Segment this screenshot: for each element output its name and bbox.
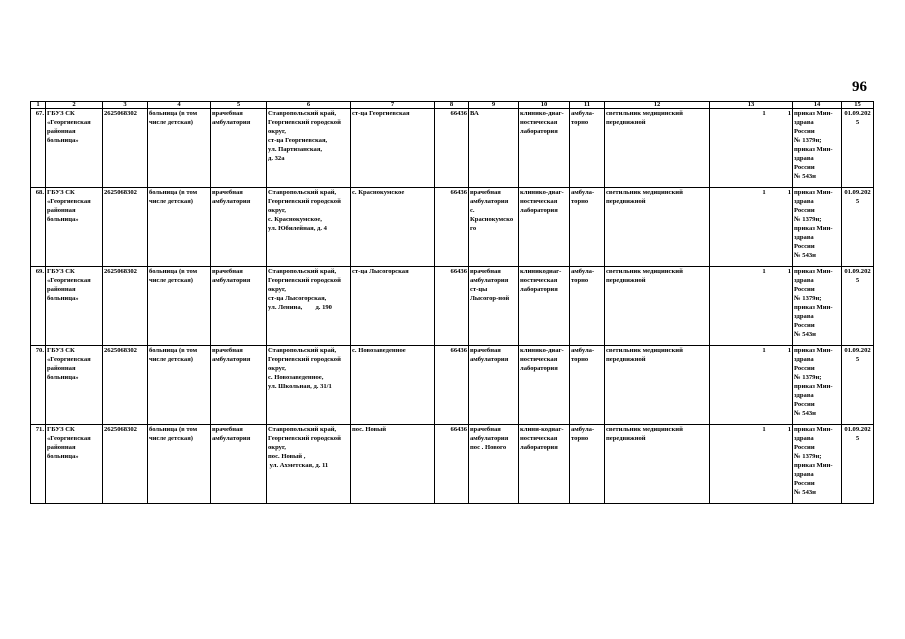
column-number-row [31, 102, 874, 109]
care-form-cell [570, 346, 605, 425]
basis-line: России [794, 286, 815, 293]
table-row [31, 425, 874, 504]
department-line: врачебная [470, 189, 501, 196]
code-cell: 66436 [435, 425, 469, 504]
column-number-6: 6 [267, 102, 351, 109]
laboratory-line: лаборатория [520, 207, 558, 214]
laboratory-line: лаборатория [520, 444, 558, 451]
column-number-11: 11 [570, 102, 605, 109]
basis-cell [793, 346, 842, 425]
date-cell: 01.09.2025 [842, 109, 874, 188]
equipment-line: передвижной [606, 119, 646, 126]
unit-line: амбулатория [212, 277, 251, 284]
basis-line: № 1379н; [794, 295, 822, 302]
department-cell [469, 267, 519, 346]
unit-cell [211, 267, 267, 346]
column-number-8: 8 [435, 102, 469, 109]
organization-line: ГБУЗ СК [47, 347, 75, 354]
department-line: амбулатория [470, 277, 509, 284]
department-line: Лысогор-ной [470, 295, 510, 302]
quantity-cell [710, 346, 793, 425]
laboratory-line: лаборатория [520, 365, 558, 372]
basis-cell [793, 109, 842, 188]
basis-line: № 1379н; [794, 453, 822, 460]
organization-line: больница» [47, 453, 79, 460]
basis-line: приказ Мин- [794, 426, 833, 433]
laboratory-line: клинико-диаг- [520, 189, 564, 196]
inn-cell: 2625068302 [103, 425, 148, 504]
address-line: ул. Ленина, д. 190 [268, 304, 332, 311]
address-line: пос. Новый , [268, 453, 306, 460]
code-cell: 66436 [435, 267, 469, 346]
unit-line: амбулатория [212, 119, 251, 126]
basis-line: России [794, 243, 815, 250]
care-form-line: амбула- [571, 189, 595, 196]
row-number-cell: 68. [31, 188, 46, 267]
quantity-value: 1 [762, 189, 766, 196]
unit-line: врачебная [212, 268, 243, 275]
basis-line: приказ Мин- [794, 146, 833, 153]
organization-cell [46, 346, 103, 425]
table-row [31, 267, 874, 346]
basis-line: приказ Мин- [794, 189, 833, 196]
department-line: врачебная [470, 426, 501, 433]
equipment-cell [605, 188, 710, 267]
quantity-value: 1 [762, 347, 766, 354]
department-cell [469, 425, 519, 504]
equipment-line: светильник медицинский [606, 268, 683, 275]
care-form-cell [570, 109, 605, 188]
laboratory-line: лаборатория [520, 286, 558, 293]
organization-line: ГБУЗ СК [47, 268, 75, 275]
care-form-cell [570, 425, 605, 504]
laboratory-line: клини-кодиаг- [520, 426, 564, 433]
quantity-cell [710, 267, 793, 346]
basis-line: России [794, 444, 815, 451]
locality-cell: с. Краснокумское [351, 188, 435, 267]
care-form-line: торно [571, 119, 589, 126]
care-form-cell [570, 267, 605, 346]
basis-line: приказ Мин- [794, 304, 833, 311]
column-number-5: 5 [211, 102, 267, 109]
address-line: округ, [268, 128, 286, 135]
institution-type-cell [148, 267, 211, 346]
basis-cell [793, 425, 842, 504]
unit-cell [211, 425, 267, 504]
equipment-cell [605, 267, 710, 346]
table-body [31, 102, 874, 504]
equipment-line: светильник медицинский [606, 426, 683, 433]
laboratory-line: ностическая [520, 435, 558, 442]
address-cell [267, 109, 351, 188]
address-line: д. 32а [268, 155, 285, 162]
laboratory-line: лаборатория [520, 128, 558, 135]
address-line: Георгиевский городской [268, 198, 341, 205]
equipment-line: светильник медицинский [606, 189, 683, 196]
equipment-cell [605, 346, 710, 425]
column-number-14: 14 [793, 102, 842, 109]
column-number-13: 13 [710, 102, 793, 109]
unit-line: амбулатория [212, 356, 251, 363]
address-line: округ, [268, 444, 286, 451]
date-cell: 01.09.2025 [842, 188, 874, 267]
unit-line: амбулатория [212, 198, 251, 205]
code-cell: 66436 [435, 188, 469, 267]
laboratory-line: ностическая [520, 198, 558, 205]
care-form-line: торно [571, 198, 589, 205]
basis-line: приказ Мин- [794, 462, 833, 469]
institution-type-line: больница (в том [149, 110, 198, 117]
address-line: ул. Юбилейная, д. 4 [268, 225, 327, 232]
date-cell: 01.09.2025 [842, 346, 874, 425]
basis-line: здрава [794, 277, 814, 284]
inn-cell: 2625068302 [103, 188, 148, 267]
organization-line: больница» [47, 374, 79, 381]
unit-cell [211, 346, 267, 425]
basis-line: приказ Мин- [794, 110, 833, 117]
department-line: го [470, 225, 477, 232]
department-cell [469, 109, 519, 188]
laboratory-line: ностическая [520, 356, 558, 363]
organization-line: «Георгиевская [47, 356, 91, 363]
address-line: округ, [268, 365, 286, 372]
basis-line: № 543н [794, 331, 816, 338]
laboratory-cell [519, 346, 570, 425]
care-form-line: торно [571, 356, 589, 363]
institution-type-line: числе детская) [149, 277, 193, 284]
table-row [31, 109, 874, 188]
quantity-value: 1 [762, 426, 766, 433]
basis-line: приказ Мин- [794, 347, 833, 354]
institution-type-cell [148, 109, 211, 188]
basis-line: здрава [794, 234, 814, 241]
table-row [31, 188, 874, 267]
organization-line: «Георгиевская [47, 435, 91, 442]
address-line: Георгиевский городской [268, 435, 341, 442]
basis-line: здрава [794, 313, 814, 320]
unit-line: врачебная [212, 110, 243, 117]
department-line: Краснокумско [470, 216, 514, 223]
unit-line: врачебная [212, 347, 243, 354]
basis-line: № 543н [794, 489, 816, 496]
quantity-value: 1 [787, 268, 791, 275]
organization-cell [46, 109, 103, 188]
date-cell: 01.09.2025 [842, 267, 874, 346]
organization-line: ГБУЗ СК [47, 426, 75, 433]
care-form-cell [570, 188, 605, 267]
organization-cell [46, 425, 103, 504]
institution-type-cell [148, 425, 211, 504]
basis-cell [793, 188, 842, 267]
address-line: Георгиевский городской [268, 277, 341, 284]
address-line: ул. Партизанская, [268, 146, 323, 153]
department-line: ВА [470, 110, 479, 117]
basis-line: приказ Мин- [794, 383, 833, 390]
laboratory-line: клинико-диаг- [520, 347, 564, 354]
locality-cell: ст-ца Георгиевская [351, 109, 435, 188]
organization-line: районная [47, 286, 76, 293]
institution-type-line: числе детская) [149, 435, 193, 442]
basis-line: здрава [794, 119, 814, 126]
department-line: врачебная [470, 268, 501, 275]
code-cell: 66436 [435, 346, 469, 425]
address-line: округ, [268, 286, 286, 293]
laboratory-line: клиникодиаг- [520, 268, 562, 275]
care-form-line: торно [571, 435, 589, 442]
address-line: округ, [268, 207, 286, 214]
basis-line: № 1379н; [794, 137, 822, 144]
quantity-cell [710, 188, 793, 267]
basis-line: № 543н [794, 410, 816, 417]
equipment-line: передвижной [606, 277, 646, 284]
quantity-cell [710, 425, 793, 504]
organization-line: больница» [47, 216, 79, 223]
address-cell [267, 425, 351, 504]
unit-cell [211, 109, 267, 188]
care-form-line: амбула- [571, 268, 595, 275]
department-line: пос . Нового [470, 444, 507, 451]
basis-line: № 543н [794, 252, 816, 259]
basis-line: России [794, 480, 815, 487]
address-line: Ставропольский край, [268, 110, 337, 117]
department-cell [469, 346, 519, 425]
address-line: Ставропольский край, [268, 189, 337, 196]
department-cell [469, 188, 519, 267]
institution-type-line: числе детская) [149, 356, 193, 363]
row-number-cell: 70. [31, 346, 46, 425]
institution-type-line: больница (в том [149, 268, 198, 275]
column-number-15: 15 [842, 102, 874, 109]
column-number-1: 1 [31, 102, 46, 109]
basis-line: № 1379н; [794, 374, 822, 381]
institution-type-cell [148, 188, 211, 267]
laboratory-cell [519, 267, 570, 346]
basis-line: здрава [794, 435, 814, 442]
equipment-line: светильник медицинский [606, 110, 683, 117]
care-form-line: амбула- [571, 110, 595, 117]
column-number-10: 10 [519, 102, 570, 109]
quantity-value: 1 [787, 110, 791, 117]
organization-line: районная [47, 444, 76, 451]
department-line: с. [470, 207, 475, 214]
address-line: Ставропольский край, [268, 347, 337, 354]
laboratory-cell [519, 425, 570, 504]
department-line: амбулатория [470, 435, 509, 442]
address-line: Георгиевский городской [268, 119, 341, 126]
laboratory-cell [519, 188, 570, 267]
column-number-7: 7 [351, 102, 435, 109]
address-cell [267, 188, 351, 267]
inn-cell: 2625068302 [103, 346, 148, 425]
laboratory-line: клинико-диаг- [520, 110, 564, 117]
department-line: амбулатория [470, 356, 509, 363]
equipment-line: светильник медицинский [606, 347, 683, 354]
address-line: ул. Школьная, д. 31/1 [268, 383, 332, 390]
address-line: с. Новозаведенное, [268, 374, 324, 381]
department-line: ст-цы [470, 286, 488, 293]
page-number: 96 [852, 79, 867, 95]
unit-line: врачебная [212, 189, 243, 196]
organization-line: ГБУЗ СК [47, 110, 75, 117]
basis-line: России [794, 365, 815, 372]
institution-type-line: больница (в том [149, 426, 198, 433]
department-line: амбулатория [470, 198, 509, 205]
basis-line: России [794, 401, 815, 408]
column-number-4: 4 [148, 102, 211, 109]
quantity-value: 1 [762, 110, 766, 117]
institution-type-cell [148, 346, 211, 425]
quantity-cell [710, 109, 793, 188]
basis-line: здрава [794, 392, 814, 399]
basis-line: приказ Мин- [794, 225, 833, 232]
organization-line: «Георгиевская [47, 198, 91, 205]
address-line: с. Краснокумское, [268, 216, 322, 223]
basis-line: России [794, 322, 815, 329]
address-line: Георгиевский городской [268, 356, 341, 363]
quantity-value: 1 [787, 347, 791, 354]
equipment-line: передвижной [606, 435, 646, 442]
column-number-12: 12 [605, 102, 710, 109]
column-number-9: 9 [469, 102, 519, 109]
inn-cell: 2625068302 [103, 267, 148, 346]
locality-cell: ст-ца Лысогорская [351, 267, 435, 346]
equipment-line: передвижной [606, 198, 646, 205]
organization-line: районная [47, 128, 76, 135]
organization-line: ГБУЗ СК [47, 189, 75, 196]
unit-line: врачебная [212, 426, 243, 433]
organization-line: районная [47, 207, 76, 214]
address-line: ст-ца Лысогорская, [268, 295, 327, 302]
equipment-line: передвижной [606, 356, 646, 363]
laboratory-line: ностическая [520, 119, 558, 126]
care-form-line: амбула- [571, 426, 595, 433]
basis-line: здрава [794, 198, 814, 205]
care-form-line: амбула- [571, 347, 595, 354]
institution-type-line: больница (в том [149, 347, 198, 354]
basis-line: здрава [794, 471, 814, 478]
basis-cell [793, 267, 842, 346]
basis-line: здрава [794, 155, 814, 162]
basis-line: России [794, 164, 815, 171]
organization-line: больница» [47, 137, 79, 144]
basis-line: России [794, 207, 815, 214]
equipment-cell [605, 425, 710, 504]
institution-type-line: числе детская) [149, 198, 193, 205]
row-number-cell: 67. [31, 109, 46, 188]
address-line: ул. Ахметская, д. 11 [268, 462, 329, 469]
institution-type-line: числе детская) [149, 119, 193, 126]
organization-line: «Георгиевская [47, 277, 91, 284]
quantity-value: 1 [787, 189, 791, 196]
quantity-value: 1 [787, 426, 791, 433]
column-number-3: 3 [103, 102, 148, 109]
unit-line: амбулатория [212, 435, 251, 442]
basis-line: № 1379н; [794, 216, 822, 223]
laboratory-line: ностическая [520, 277, 558, 284]
date-cell: 01.09.2025 [842, 425, 874, 504]
basis-line: № 543н [794, 173, 816, 180]
code-cell: 66436 [435, 109, 469, 188]
address-line: Ставропольский край, [268, 268, 337, 275]
department-line: врачебная [470, 347, 501, 354]
equipment-cell [605, 109, 710, 188]
inn-cell: 2625068302 [103, 109, 148, 188]
organization-line: районная [47, 365, 76, 372]
organization-line: «Георгиевская [47, 119, 91, 126]
care-form-line: торно [571, 277, 589, 284]
address-cell [267, 267, 351, 346]
address-cell [267, 346, 351, 425]
institution-type-line: больница (в том [149, 189, 198, 196]
locality-cell: с. Новозаведенное [351, 346, 435, 425]
laboratory-cell [519, 109, 570, 188]
quantity-value: 1 [762, 268, 766, 275]
address-line: Ставропольский край, [268, 426, 337, 433]
organization-line: больница» [47, 295, 79, 302]
column-number-2: 2 [46, 102, 103, 109]
organization-cell [46, 188, 103, 267]
row-number-cell: 69. [31, 267, 46, 346]
basis-line: здрава [794, 356, 814, 363]
basis-line: России [794, 128, 815, 135]
organization-cell [46, 267, 103, 346]
basis-line: приказ Мин- [794, 268, 833, 275]
row-number-cell: 71. [31, 425, 46, 504]
equipment-table [30, 101, 874, 504]
locality-cell: пос. Новый [351, 425, 435, 504]
table-row [31, 346, 874, 425]
unit-cell [211, 188, 267, 267]
address-line: ст-ца Георгиевская, [268, 137, 328, 144]
